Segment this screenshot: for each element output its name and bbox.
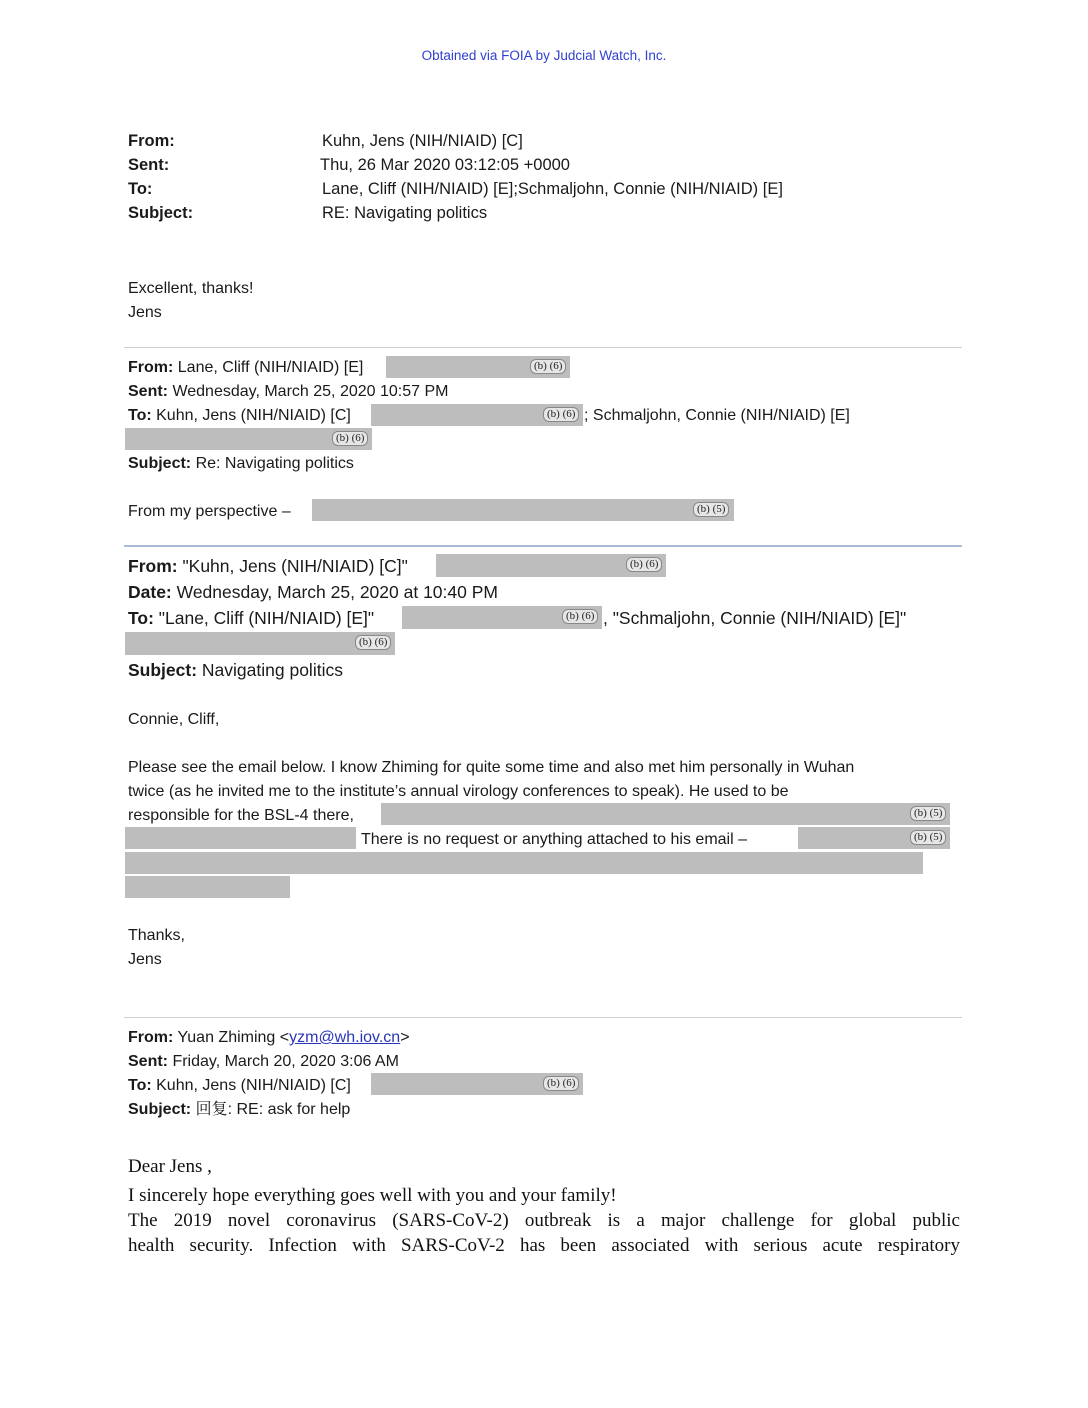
msg3-from: From: "Kuhn, Jens (NIH/NIAID) [C]" <box>128 556 408 576</box>
exemption-tag: (b) (6) <box>562 609 598 624</box>
to-label: To: <box>128 180 153 198</box>
msg4-to: To: Kuhn, Jens (NIH/NIAID) [C] <box>128 1077 351 1094</box>
exemption-tag: (b) (5) <box>910 806 946 821</box>
redaction-box <box>125 852 923 874</box>
msg3-date: Date: Wednesday, March 25, 2020 at 10:40 PM <box>128 582 498 602</box>
msg4-body-line: The 2019 novel coronavirus (SARS-CoV-2) outbreak is a major challenge for global public <box>128 1210 960 1231</box>
redaction-box <box>125 876 290 898</box>
divider <box>124 347 962 348</box>
msg2-sent: Sent: Wednesday, March 25, 2020 10:57 PM <box>128 383 449 400</box>
msg3-signature: Jens <box>128 951 162 968</box>
subject-label: Subject: <box>128 204 194 222</box>
divider <box>124 1017 962 1018</box>
msg2-to-cont: ; Schmaljohn, Connie (NIH/NIAID) [E] <box>584 407 850 424</box>
msg3-para-line: responsible for the BSL-4 there, <box>128 807 354 824</box>
exemption-tag: (b) (5) <box>693 502 729 517</box>
msg3-para-line: twice (as he invited me to the institute’s annual virology conferences to speak). He used to be <box>128 783 789 800</box>
divider <box>124 545 962 547</box>
exemption-tag: (b) (5) <box>910 830 946 845</box>
msg3-greeting: Connie, Cliff, <box>128 711 220 728</box>
exemption-tag: (b) (6) <box>332 431 368 446</box>
msg4-body-line: I sincerely hope everything goes well with you and your family! <box>128 1185 617 1206</box>
from-value: Kuhn, Jens (NIH/NIAID) [C] <box>322 132 523 150</box>
exemption-tag: (b) (6) <box>355 635 391 650</box>
sent-label: Sent: <box>128 156 170 174</box>
redaction-box <box>381 803 950 825</box>
msg4-salutation: Dear Jens , <box>128 1156 212 1177</box>
msg3-para-line: There is no request or anything attached to his email – <box>361 831 747 848</box>
msg2-body: From my perspective – <box>128 503 291 520</box>
msg3-thanks: Thanks, <box>128 927 185 944</box>
msg2-to: To: Kuhn, Jens (NIH/NIAID) [C] <box>128 407 351 424</box>
msg3-para-line: Please see the email below. I know Zhiming for quite some time and also met him personally in Wuhan <box>128 759 855 776</box>
msg4-body-line: health security. Infection with SARS-CoV-2 has been associated with serious acute respiratory <box>128 1235 960 1256</box>
from-label: From: <box>128 132 175 150</box>
msg4-from: From: Yuan Zhiming <yzm@wh.iov.cn> <box>128 1029 410 1046</box>
redaction-box <box>312 499 734 521</box>
exemption-tag: (b) (6) <box>543 1076 579 1091</box>
exemption-tag: (b) (6) <box>543 407 579 422</box>
redaction-box <box>125 827 356 849</box>
msg3-to: To: "Lane, Cliff (NIH/NIAID) [E]" <box>128 608 375 628</box>
exemption-tag: (b) (6) <box>626 557 662 572</box>
msg4-sent: Sent: Friday, March 20, 2020 3:06 AM <box>128 1053 399 1070</box>
foia-watermark: Obtained via FOIA by Judcial Watch, Inc. <box>421 48 667 63</box>
reply-signature: Jens <box>128 304 162 321</box>
msg3-subject: Subject: Navigating politics <box>128 660 343 680</box>
reply-line: Excellent, thanks! <box>128 280 254 297</box>
msg3-to-cont: , "Schmaljohn, Connie (NIH/NIAID) [E]" <box>603 608 907 628</box>
msg2-from: From: Lane, Cliff (NIH/NIAID) [E] <box>128 359 364 376</box>
subject-value: RE: Navigating politics <box>322 204 488 222</box>
exemption-tag: (b) (6) <box>530 359 566 374</box>
msg2-subject: Subject: Re: Navigating politics <box>128 455 354 472</box>
sent-value: Thu, 26 Mar 2020 03:12:05 +0000 <box>320 156 570 174</box>
sender-email-link[interactable]: yzm@wh.iov.cn <box>289 1029 401 1046</box>
to-value: Lane, Cliff (NIH/NIAID) [E];Schmaljohn, Connie (NIH/NIAID) [E] <box>322 180 783 198</box>
msg4-subject: Subject: 回复: RE: ask for help <box>128 1101 351 1118</box>
